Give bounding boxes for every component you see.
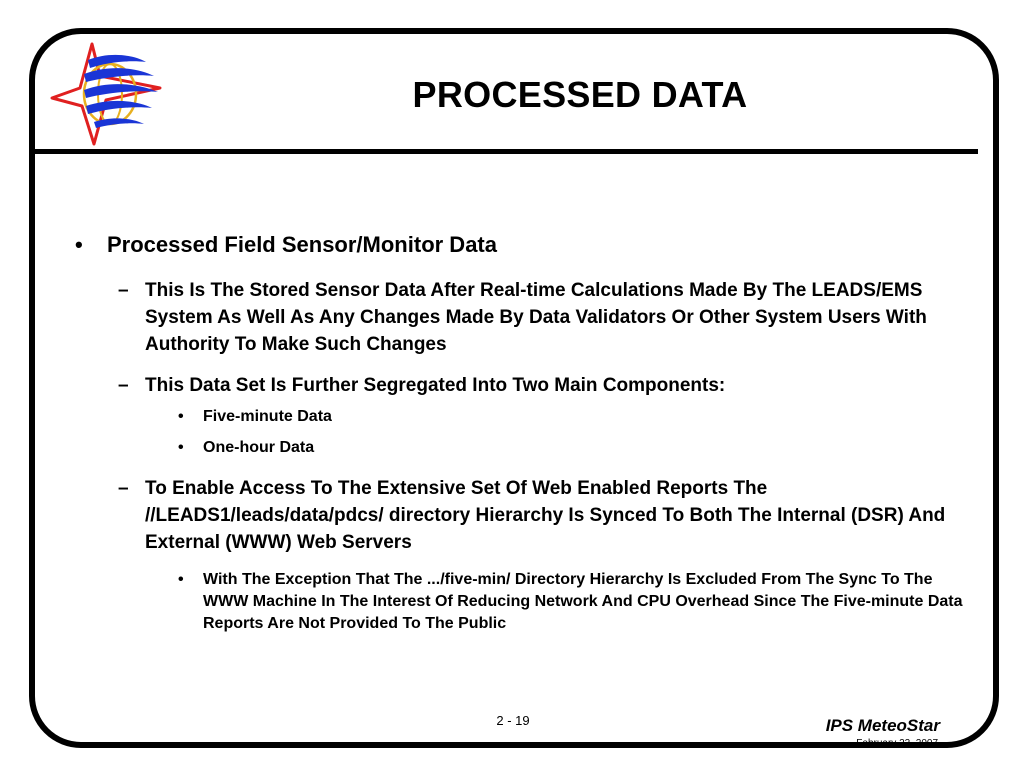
- dash-mark: –: [118, 280, 129, 301]
- sub-sub-bullet: [178, 437, 963, 459]
- sub-bullet-3: [118, 475, 955, 556]
- sub-sub-bullet-text: Five-minute Data: [203, 408, 332, 425]
- sub-sub-bullet-text: With The Exception That The .../five-min/ Directory Hierarchy Is Excluded From The Sync To The WWW Machine In The Interest Of Reducing Network And CPU Overhead Since The Five-minute Data Reports Are Not Provided To The Public: [203, 571, 963, 632]
- title-divider: [35, 149, 978, 154]
- footer-brand: IPS MeteoStar: [825, 716, 940, 735]
- bullet-mark: •: [75, 232, 83, 257]
- sub-bullet-text: This Is The Stored Sensor Data After Real-time Calculations Made By The LEADS/EMS System As Well As Any Changes Made By Data Validators Or Other System Users With Authority To Make Such Changes: [145, 280, 927, 355]
- bullet-mark: •: [178, 571, 184, 588]
- bullet-text: Processed Field Sensor/Monitor Data: [107, 232, 497, 257]
- star-globe-icon: [48, 40, 168, 150]
- sub-sub-bullet-text: One-hour Data: [203, 439, 315, 456]
- sub-sub-bullet: [178, 406, 963, 428]
- dash-mark: –: [118, 478, 129, 499]
- page-number: 2 - 19: [496, 713, 530, 728]
- bullet-mark: •: [178, 439, 184, 456]
- sub-bullet-2: [118, 372, 955, 399]
- bullet-level1: [75, 232, 927, 258]
- dash-mark: –: [118, 375, 129, 396]
- sub-bullet-text: This Data Set Is Further Segregated Into Two Main Components:: [145, 375, 726, 396]
- sub-sub-bullet: [178, 569, 963, 635]
- footer-date: February 22, 2007: [856, 738, 938, 749]
- slide-title: PROCESSED DATA: [412, 74, 748, 115]
- sub-bullet-text: To Enable Access To The Extensive Set Of Web Enabled Reports The //LEADS1/leads/data/pdcs/ directory Hierarchy Is Synced To Both The Internal (DSR) And External (WWW) Web Servers: [145, 478, 946, 553]
- bullet-mark: •: [178, 408, 184, 425]
- sub-bullet-1: [118, 277, 955, 358]
